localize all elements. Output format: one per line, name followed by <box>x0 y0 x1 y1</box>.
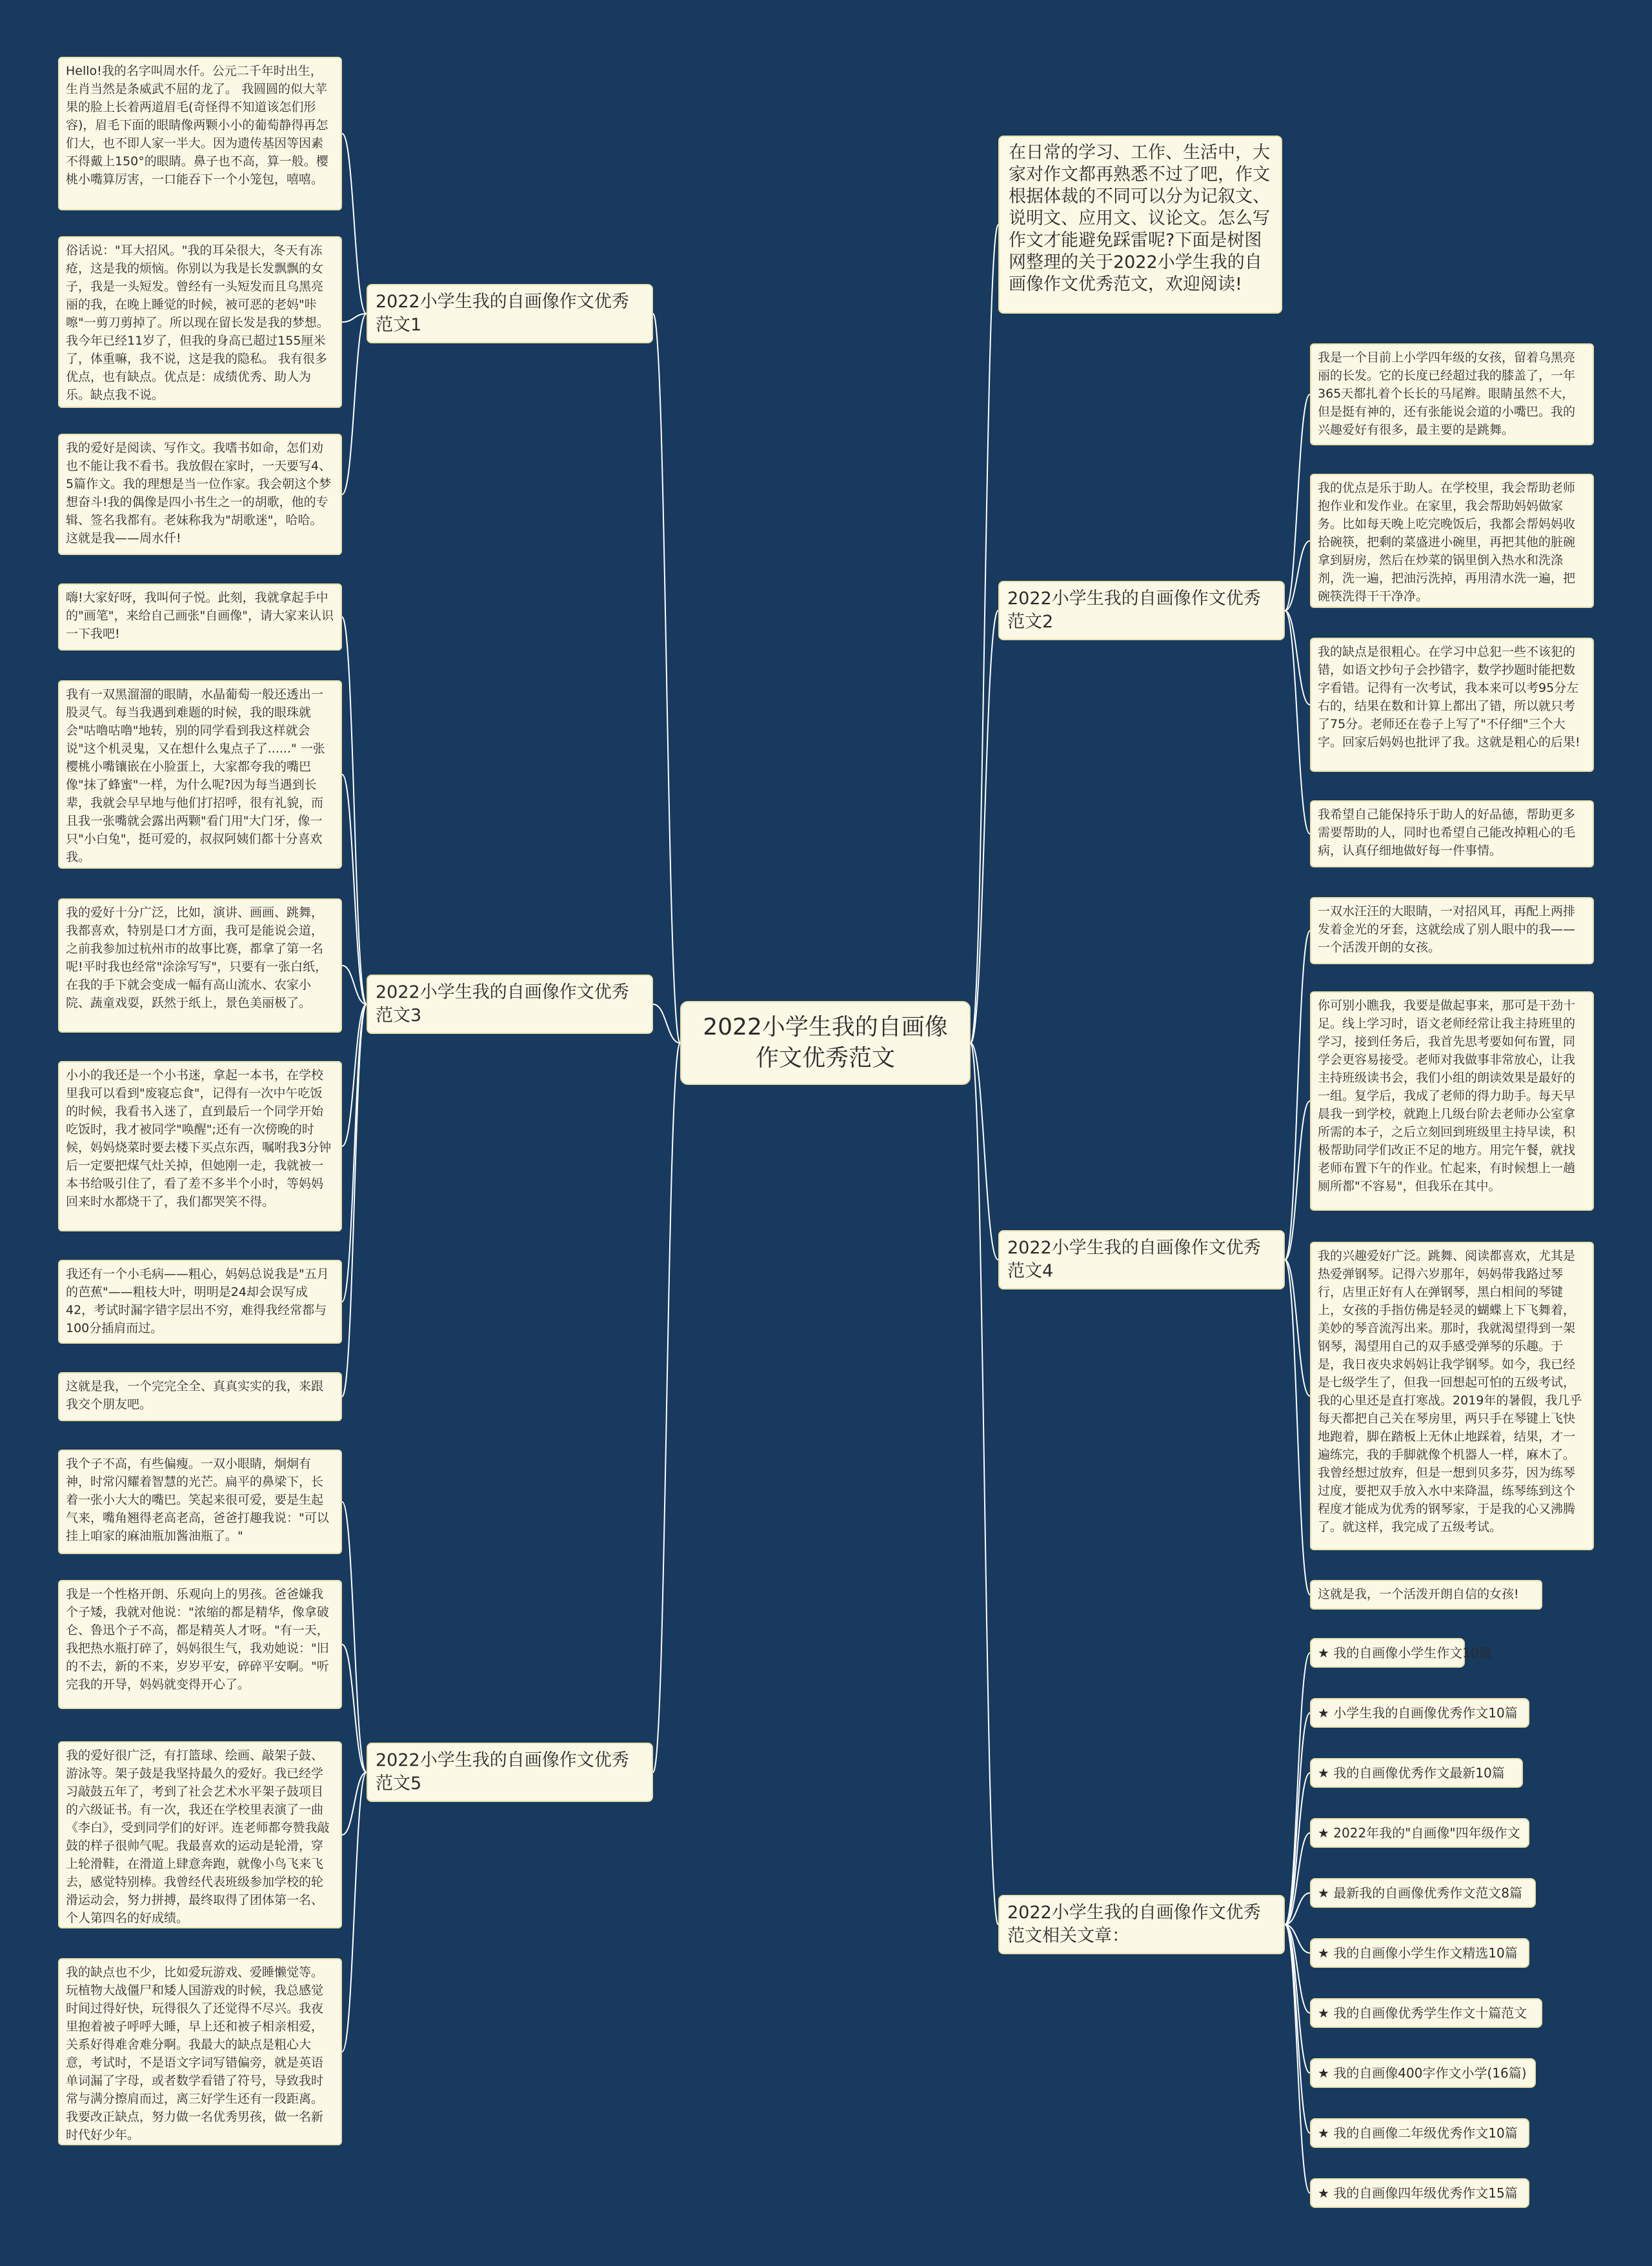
leaf-text: 我的爱好十分广泛，比如，演讲、画画、跳舞，我都喜欢，特别是口才方面，我可是能说会道，之前我参加过杭州市的故事比赛，都拿了第一名呢!平时我也经常"涂涂写写"，只要有一张白纸，在我的手下就会变成一幅有高山流水、农家小院、蔬童戏耍，跃然于纸上，景色美丽极了。 <box>66 905 328 1010</box>
related-link-10[interactable] <box>1310 2178 1529 2208</box>
link-text: ★ 我的自画像四年级优秀作文15篇 <box>1318 2185 1518 2201</box>
link-text: ★ 我的自画像优秀作文最新10篇 <box>1318 1765 1505 1781</box>
related-link-2[interactable] <box>1310 1698 1529 1728</box>
connector <box>1285 931 1310 1260</box>
leaf-text: 这就是我，一个活泼开朗自信的女孩! <box>1318 1587 1519 1601</box>
leaf-text: 我的优点是乐于助人。在学校里，我会帮助老师抱作业和发作业。在家里，我会帮助妈妈做家务。比如每天晚上吃完晚饭后，我都会帮妈妈收拾碗筷，把剩的菜盛进小碗里，再把其他的脏碗拿到厨房，然后在炒菜的锅里倒入热水和洗涤剂，洗一遍，把油污洗掉，再用清水洗一遍，把碗筷洗得干干净净。 <box>1318 481 1576 603</box>
intro-text: 在日常的学习、工作、生活中，大家对作文都再熟悉不过了吧，作文根据体裁的不同可以分为记叙文、说明文、应用文、议论文。怎么写作文才能避免踩雷呢?下面是树图网整理的关于2022小学生我的自画像作文优秀范文，欢迎阅读! <box>1009 143 1270 294</box>
related-link-8[interactable] <box>1310 2058 1536 2088</box>
link-text: ★ 2022年我的"自画像"四年级作文 <box>1318 1825 1520 1841</box>
connector <box>653 1004 680 1043</box>
leaf-2-4[interactable] <box>1310 800 1594 867</box>
connector <box>342 1772 367 1835</box>
link-text: ★ 我的自画像优秀学生作文十篇范文 <box>1318 2005 1527 2021</box>
connector <box>971 1043 998 1260</box>
leaf-text: Hello!我的名字叫周水仟。公元二千年时出生，生肖当然是条威武不屈的龙了。 我圆圆的似大苹果的脸上长着两道眉毛(奇怪得不知道该怎们形容)，眉毛下面的眼睛像两颗小小的葡萄静得再怎们大，也不即人家一半大。因为遗传基因等因素不得戴上150°的眼睛。鼻子也不高，算一般。樱桃小嘴算厉害，一口能吞下一个小笼包，嘻嘻。 <box>66 64 328 187</box>
leaf-text: 嗨!大家好呀，我叫何子悦。此刻，我就拿起手中的"画笔"，来给自己画张"自画像"，请大家来认识一下我吧! <box>66 591 334 641</box>
connector <box>971 225 998 1043</box>
leaf-text: 小小的我还是一个小书迷，拿起一本书，在学校里我可以看到"废寝忘食"，记得有一次中午吃饭的时候，我看书入迷了，直到最后一个同学开始吃饭时，我才被同学"唤醒";还有一次傍晚的时候，妈妈烧菜时要去楼下买点东西，嘱咐我3分钟后一定要把煤气灶关掉，但她刚一走，我就被一本书给吸引住了，看了差不多半个小时，等妈妈回来时水都烧干了，我们都哭笑不得。 <box>66 1068 332 1209</box>
intro-node[interactable] <box>998 136 1282 314</box>
connector <box>342 1502 367 1772</box>
connector <box>971 611 998 1043</box>
connector <box>653 314 680 1043</box>
connector <box>1285 1260 1310 1595</box>
leaf-text: 我的爱好很广泛，有打篮球、绘画、敲架子鼓、游泳等。架子鼓是我坚持最久的爱好。我已经学习敲鼓五年了，考到了社会艺术水平架子鼓项目的六级证书。有一次，我还在学校里表演了一曲《李白》，受到同学们的好评。连老师都夸赞我敲鼓的样子很帅气呢。我最喜欢的运动是轮滑，穿上轮滑鞋，在滑道上肆意奔跑，就像小鸟飞来飞去，感觉特别棒。我曾经代表班级参加学校的轮滑运动会，努力拼搏，最终取得了团体第一名、个人第四名的好成绩。 <box>66 1748 330 1925</box>
connector <box>342 774 367 1004</box>
link-text: ★ 我的自画像400字作文小学(16篇) <box>1318 2065 1527 2081</box>
link-text: ★ 我的自画像小学生作文精选10篇 <box>1318 1945 1518 1961</box>
branch-5[interactable] <box>367 1743 653 1802</box>
connector <box>1285 394 1310 611</box>
leaf-text: 我的兴趣爱好广泛。跳舞、阅读都喜欢，尤其是热爱弹钢琴。记得六岁那年，妈妈带我路过琴行，店里正好有人在弹钢琴，黑白相间的琴键上，女孩的手指仿佛是轻灵的蝴蝶上下飞舞着，美妙的琴音流泻出来。那时，我就渴望得到一架钢琴，渴望用自己的双手感受弹琴的乐趣。于是，我日夜央求妈妈让我学钢琴。如今，我已经是七级学生了，但我一回想起可怕的五级考试，我的心里还是直打寒战。2019年的暑假，我几乎每天都把自己关在琴房里，两只手在琴键上飞快地跑着，脚在踏板上无休止地踩着，结果，才一遍练完，我的手脚就像个机器人一样，麻木了。我曾经想过放弃，但是一想到贝多芬，因为练琴过度，要把双手放入水中来降温，练琴练到这个程度才能成为优秀的钢琴家，于是我的心又沸腾了。就这样，我完成了五级考试。 <box>1318 1249 1582 1534</box>
leaf-3-2[interactable] <box>58 680 342 869</box>
connector <box>1285 1833 1310 1925</box>
leaf-4-4[interactable] <box>1310 1580 1542 1610</box>
branch-related-label: 2022小学生我的自画像作文优秀范文相关文章： <box>1007 1903 1261 1946</box>
connector <box>1285 1925 1310 1953</box>
root-title: 2022小学生我的自画像作文优秀范文 <box>703 1014 948 1071</box>
connector <box>342 1004 367 1302</box>
connector <box>1285 1773 1310 1925</box>
branch-3[interactable] <box>367 975 653 1034</box>
leaf-1-2[interactable] <box>58 236 342 408</box>
connector <box>342 314 367 322</box>
leaf-2-3[interactable] <box>1310 638 1594 772</box>
related-link-3[interactable] <box>1310 1758 1523 1788</box>
connector <box>342 1772 367 2052</box>
leaf-5-4[interactable] <box>58 1958 342 2145</box>
connector <box>1285 1713 1310 1925</box>
leaf-4-1[interactable] <box>1310 897 1594 964</box>
leaf-4-2[interactable] <box>1310 991 1594 1211</box>
connector <box>342 314 367 494</box>
connector <box>1285 1925 1310 2193</box>
connector <box>1285 611 1310 834</box>
related-link-5[interactable] <box>1310 1878 1536 1908</box>
related-link-7[interactable] <box>1310 1998 1542 2028</box>
leaf-text: 我是一个性格开朗、乐观向上的男孩。爸爸嫌我个子矮，我就对他说："浓缩的都是精华，像拿破仑、鲁迅个子不高，都是精英人才呀。"有一天，我把热水瓶打碎了，妈妈很生气，我劝她说："旧的不去，新的不来，岁岁平安，碎碎平安啊。"听完我的开导，妈妈就变得开心了。 <box>66 1587 329 1692</box>
connector <box>971 1043 998 1925</box>
leaf-4-3[interactable] <box>1310 1242 1594 1550</box>
connector <box>1285 1101 1310 1260</box>
leaf-3-5[interactable] <box>58 1260 342 1344</box>
related-link-1[interactable] <box>1310 1638 1492 1668</box>
leaf-1-1[interactable] <box>58 57 342 210</box>
connector <box>1285 1653 1310 1925</box>
branch-3-label: 2022小学生我的自画像作文优秀范文3 <box>376 982 629 1026</box>
leaf-3-3[interactable] <box>58 898 342 1033</box>
branch-2[interactable] <box>998 581 1285 640</box>
branch-related[interactable] <box>998 1895 1285 1954</box>
connector <box>342 617 367 1004</box>
leaf-3-6[interactable] <box>58 1372 342 1421</box>
leaf-text: 我是一个目前上小学四年级的女孩，留着乌黑亮丽的长发。它的长度已经超过我的膝盖了，一年365天都扎着个长长的马尾辫。眼睛虽然不大，但是挺有神的，还有张能说会道的小嘴巴。我的兴趣爱好有很多，最主要的是跳舞。 <box>1318 350 1576 437</box>
connector <box>342 966 367 1004</box>
connector <box>1285 611 1310 705</box>
branch-1-label: 2022小学生我的自画像作文优秀范文1 <box>376 292 629 335</box>
related-link-9[interactable] <box>1310 2118 1529 2148</box>
leaf-text: 我的缺点也不少，比如爱玩游戏、爱睡懒觉等。玩植物大战僵尸和矮人国游戏的时候，我总感觉时间过得好快，玩得很久了还觉得不尽兴。我夜里抱着被子呼呼大睡，早上还和被子相亲相爱，关系好得难舍难分啊。我最大的缺点是粗心大意，考试时，不是语文字词写错偏旁，就是英语单词漏了字母，或者数学看错了符号，导致我时常与满分擦肩而过，离三好学生还有一段距离。我要改正缺点，努力做一名优秀男孩，做一名新时代好少年。 <box>66 1965 324 2142</box>
branch-4-label: 2022小学生我的自画像作文优秀范文4 <box>1007 1238 1261 1281</box>
leaf-2-2[interactable] <box>1310 474 1594 608</box>
connector <box>1285 541 1310 611</box>
link-text: ★ 小学生我的自画像优秀作文10篇 <box>1318 1705 1518 1721</box>
connector <box>1285 1925 1310 2013</box>
branch-5-label: 2022小学生我的自画像作文优秀范文5 <box>376 1750 629 1794</box>
related-link-6[interactable] <box>1310 1938 1529 1968</box>
root-node[interactable] <box>680 1001 971 1085</box>
link-text: ★ 我的自画像二年级优秀作文10篇 <box>1318 2125 1518 2141</box>
connector <box>1285 1260 1310 1396</box>
leaf-5-3[interactable] <box>58 1741 342 1928</box>
related-link-4[interactable] <box>1310 1818 1529 1848</box>
connector <box>342 1004 367 1397</box>
connector <box>342 1644 367 1772</box>
leaf-text: 一双水汪汪的大眼睛，一对招风耳，再配上两排发着金光的牙套，这就绘成了别人眼中的我——一个活泼开朗的女孩。 <box>1318 904 1576 955</box>
leaf-text: 俗话说："耳大招风。"我的耳朵很大，冬天有冻疮，这是我的烦恼。你别以为我是长发飘飘的女子，我是一头短发。曾经有一头短发而且乌黑亮丽的我，在晚上睡觉的时候，被可恶的老妈"咔嚓"一剪刀剪掉了。所以现在留长发是我的梦想。我今年已经11岁了，但我的身高已超过155厘米了，体重嘛，我不说，这是我的隐私。 我有很多优点，也有缺点。优点是：成绩优秀、助人为乐。缺点我不说。 <box>66 243 329 402</box>
branch-2-label: 2022小学生我的自画像作文优秀范文2 <box>1007 589 1261 632</box>
branch-4[interactable] <box>998 1230 1285 1290</box>
leaf-text: 我的缺点是很粗心。在学习中总犯一些不该犯的错，如语文抄句子会抄错字，数学抄题时能把数字看错。记得有一次考试，我本来可以考95分左右的，结果在数和计算上都出了错，所以就只考了75分。老师还在卷子上写了"不仔细"三个大字。回家后妈妈也批评了我。这就是粗心的后果! <box>1318 645 1580 749</box>
leaf-text: 这就是我，一个完完全全、真真实实的我，来跟我交个朋友吧。 <box>66 1379 324 1411</box>
leaf-text: 你可别小瞧我，我要是做起事来，那可是干劲十足。线上学习时，语文老师经常让我主持班里的学习，接到任务后，我首先思考要如何布置，同学会更容易接受。老师对我做事非常放心，让我主持班级读书会，我们小组的朗读效果是最好的一组。复学后，我成了老师的得力助手。每天早晨我一到学校，就跑上几级台阶去老师办公室拿所需的本子，之后立刻回到班级里主持早读，积极帮助同学们改正不足的地方。用完午餐，就找老师布置下午的作业。忙起来，有时候想上一趟厕所都"不容易"，但我乐在其中。 <box>1318 998 1576 1193</box>
link-text: ★ 我的自画像小学生作文10篇 <box>1318 1645 1492 1661</box>
leaf-1-3[interactable] <box>58 434 342 555</box>
leaf-text: 我还有一个小毛病——粗心，妈妈总说我是"五月的芭蕉"——粗枝大叶，明明是24却会误写成42，考试时漏字错字层出不穷，难得我经常都与100分插肩而过。 <box>66 1267 329 1335</box>
link-text: ★ 最新我的自画像优秀作文范文8篇 <box>1318 1885 1523 1901</box>
leaf-text: 我个子不高，有些偏瘦。一双小眼睛，炯炯有神，时常闪耀着智慧的光芒。扁平的鼻梁下，长着一张小大大的嘴巴。笑起来很可爱，要是生起气来，嘴角翘得老高老高，爸爸打趣我说："可以挂上咱家的麻油瓶加酱油瓶了。" <box>66 1457 329 1543</box>
connector <box>342 1004 367 1146</box>
leaf-3-4[interactable] <box>58 1061 342 1231</box>
leaf-text: 我有一双黑溜溜的眼睛，水晶葡萄一般还透出一股灵气。每当我遇到难题的时候，我的眼珠就会"咕噜咕噜"地转，别的同学看到我这样就会说"这个机灵鬼，又在想什么鬼点子了......" 一张樱桃小嘴镶嵌在小脸蛋上，大家都夸我的嘴巴像"抹了蜂蜜"一样，为什么呢?因为每当遇到长辈，我就会早早地与他们打招呼，很有礼貌，而且我一张嘴就会露出两颗"看门用"大门牙，像一只"小白兔"，挺可爱的，叔叔阿姨们都十分喜欢我。 <box>66 687 325 864</box>
connector <box>1285 1893 1310 1925</box>
leaf-text: 我希望自己能保持乐于助人的好品德，帮助更多需要帮助的人，同时也希望自己能改掉粗心的毛病，认真仔细地做好每一件事情。 <box>1318 807 1576 858</box>
branch-1[interactable] <box>367 284 653 343</box>
connector <box>342 134 367 314</box>
leaf-3-1[interactable] <box>58 583 342 651</box>
connector <box>1285 1925 1310 2133</box>
leaf-2-1[interactable] <box>1310 343 1594 445</box>
connector <box>1285 1925 1310 2073</box>
connector <box>653 1043 680 1772</box>
leaf-5-2[interactable] <box>58 1580 342 1709</box>
leaf-5-1[interactable] <box>58 1450 342 1554</box>
leaf-text: 我的爱好是阅读、写作文。我嗜书如命，怎们劝也不能让我不看书。我放假在家时，一天要写4、5篇作文。我的理想是当一位作家。我会朝这个梦想奋斗!我的偶像是四小书生之一的胡歌，他的专辑、签名我都有。老妹称我为"胡歌迷"，哈哈。 这就是我——周水仟! <box>66 441 332 545</box>
